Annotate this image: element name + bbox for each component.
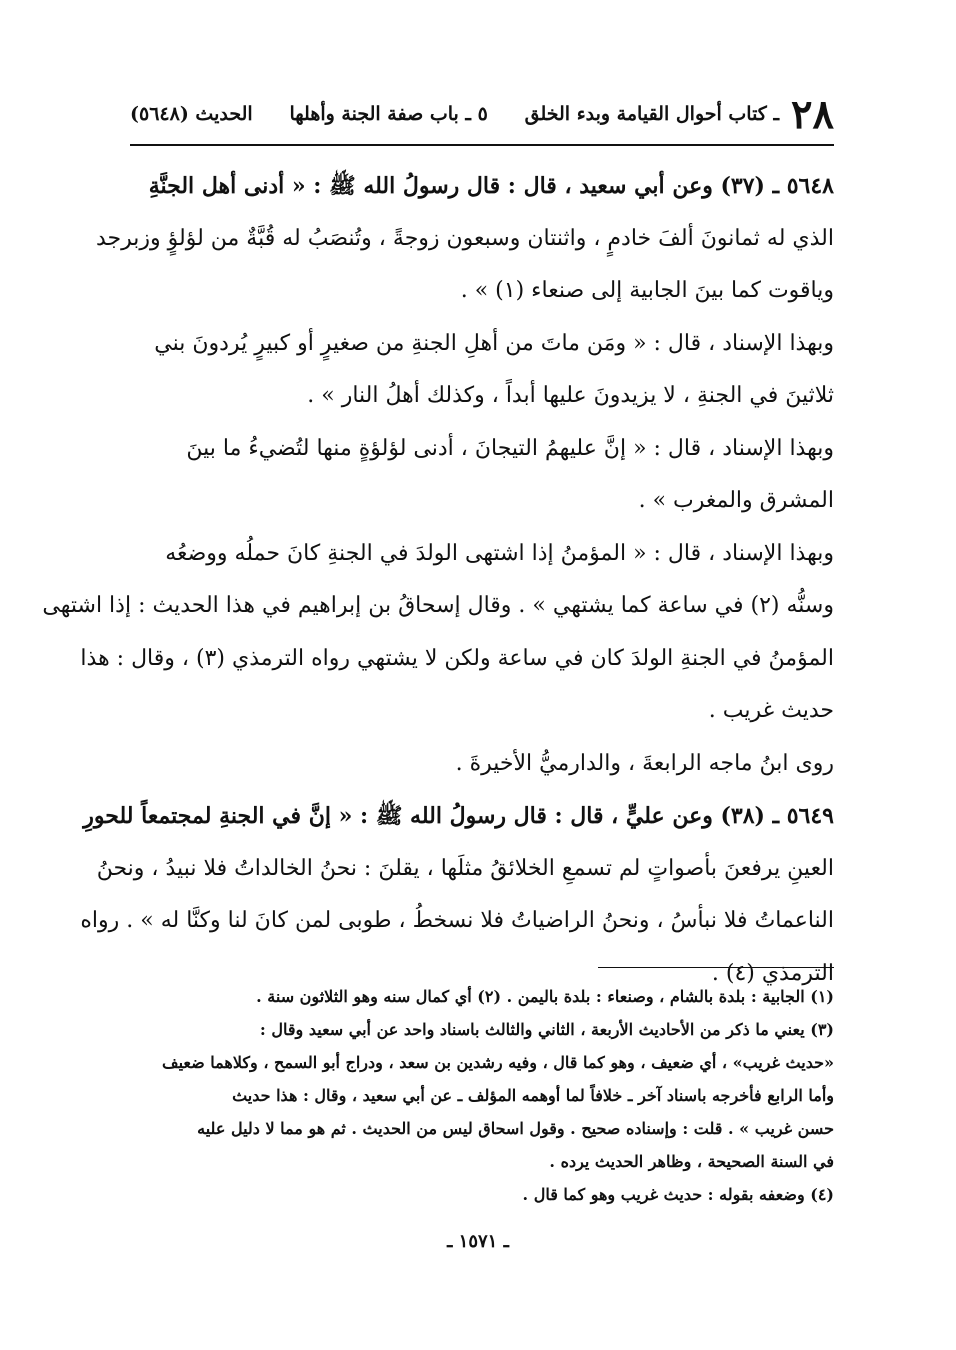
chapter-number: ٢٨	[791, 90, 834, 138]
text-line: وبهذا الإسناد ، قال : « المؤمنُ إذا اشتهى الولدَ في الجنةِ كانَ حملُه ووضعُه	[165, 540, 834, 566]
text-line: وبهذا الإسناد ، قال : « إنَّ عليهمُ التيجانَ ، أدنى لؤلؤةٍ منها لتُضيءُ ما بينَ	[186, 435, 834, 461]
footnote-line: (٤) وضعفه بقوله : حديث غريب وهو كما قال .	[522, 1185, 834, 1204]
section-title: ٥ ـ باب صفة الجنة وأهلها	[289, 103, 488, 125]
header-chapter	[525, 91, 834, 138]
text-line: الناعماتُ فلا نبأسُ ، ونحنُ الراضياتُ فلا نسخطُ ، طوبى لمن كانَ لنا وكنَّا له » . رواه	[80, 908, 834, 933]
text-line: وبهذا الإسناد ، قال : « ومَن ماتَ من أهلِ الجنةِ من صغيرٍ أو كبيرٍ يُردونَ بني	[154, 330, 834, 356]
running-header	[130, 84, 834, 146]
text-line: ثلاثينَ في الجنةِ ، لا يزيدونَ عليها أبداً ، وكذلك أهلُ النار » .	[307, 383, 834, 408]
footnote-line: «حديث غريب» ، أي ضعيف ، وهو كما قال ، وفيه رشدين بن سعد ، ودراج أبو السمح ، وكلاهما ضعيف	[162, 1053, 834, 1072]
page-number: ـ ١٥٧١ ـ	[447, 1231, 509, 1252]
text-line: الترمذي (٤) .	[711, 960, 834, 986]
footnote-line: (١) الجابية : بلدة بالشام ، وصنعاء : بلدة باليمن . (٢) أي كمال سنه وهو الثلاثون سنة .	[256, 987, 834, 1006]
text-line: حديث غريب .	[708, 698, 834, 723]
footnote-line: في السنة الصحيحة ، وظاهر الحديث يرده .	[549, 1152, 834, 1171]
text-line: العينِ يرفعنَ بأصواتٍ لم تسمعِ الخلائقُ مثلَها ، يقلنَ : نحنُ الخالداتُ فلا نبيدُ ، ونحنُ	[96, 855, 834, 881]
footnote-divider	[598, 967, 834, 968]
text-line: الذي له ثمانونَ ألفَ خادمٍ ، واثنتان وسبعون زوجةً ، وتُنصَبُ له قُبَّةٌ من لؤلؤٍ وزبرجد	[96, 225, 834, 251]
text-line: روى ابنُ ماجه الرابعةَ ، والدارميُّ الأخيرةَ .	[455, 750, 834, 776]
footnote-line: (٣) يعني ما ذكر من الأحاديث الأربعة ، الثاني والثالث باسناد واحد عن أبي سعيد وقال :	[259, 1020, 834, 1039]
text-line: المشرق والمغرب » .	[638, 488, 834, 513]
chapter-title: ـ كتاب أحوال القيامة وبدء الخلق	[524, 103, 780, 125]
text-line: ٥٦٤٨ ـ (٣٧) وعن أبي سعيد ، قال : قال رسولُ الله ﷺ : « أدنى أهل الجنَّةِ	[148, 173, 834, 199]
footnote-line: وأما الرابع فأخرجه باسناد آخر ـ خلافاً لما أوهمه المؤلف ـ عن أبي سعيد ، وقال : هذا حديث	[232, 1086, 834, 1105]
text-line: المؤمنُ في الجنةِ الولدَ كان في ساعة ولكن لا يشتهي رواه الترمذي (٣) ، وقال : هذا	[80, 645, 834, 671]
text-line: وياقوت كما بينَ الجابية إلى صنعاء (١) » .	[460, 278, 834, 303]
text-line: وسنُّه (٢) في ساعة كما يشتهي » . وقال إسحاقُ بن إبراهيم في هذا الحديث : إذا اشتهى	[42, 593, 834, 618]
hadith-reference: الحديث (٥٦٤٨)	[130, 103, 253, 125]
text-line: ٥٦٤٩ ـ (٣٨) وعن عليٍّ ، قال : قال رسولُ الله ﷺ : « إنَّ في الجنةِ لمجتمعاً للحورِ	[83, 803, 834, 829]
main-text	[42, 160, 834, 1000]
footnotes	[130, 980, 834, 1211]
footnote-line: حسن غريب » . قلت : وإسناده صحيح . وقول اسحاق ليس من الحديث . ثم هو مما لا دليل عليه	[197, 1119, 834, 1138]
